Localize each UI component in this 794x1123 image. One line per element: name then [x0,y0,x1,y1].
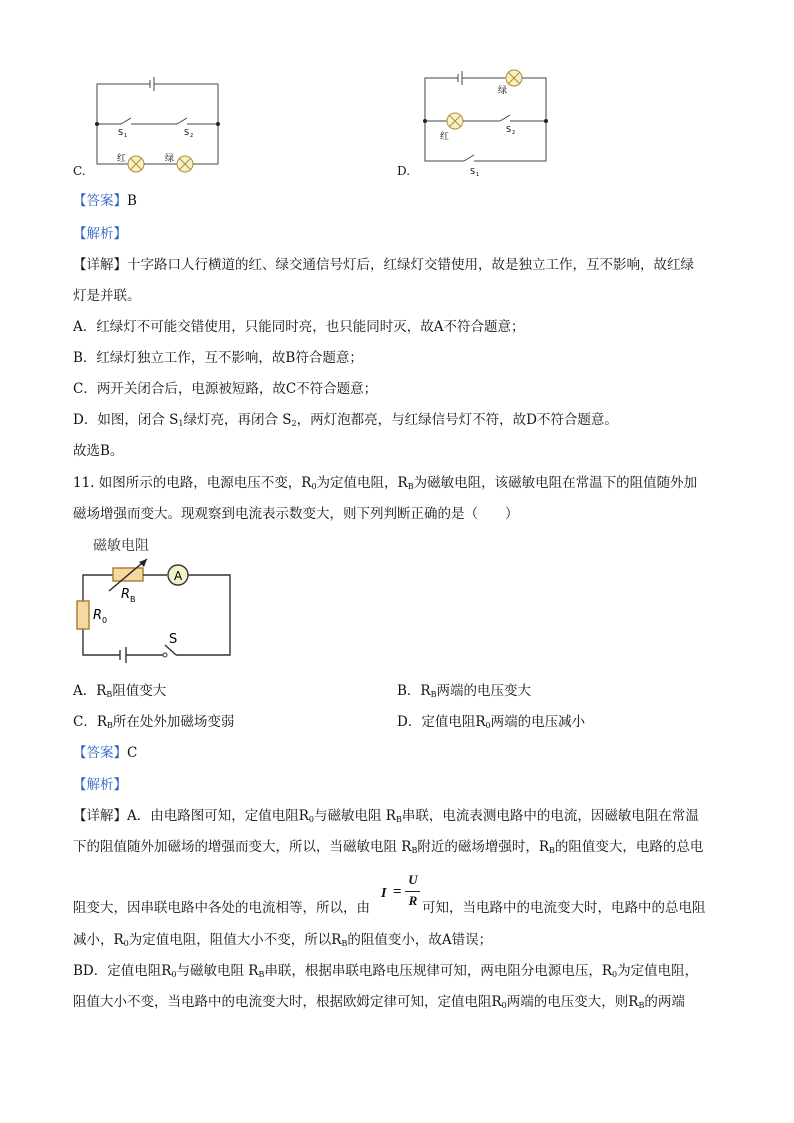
text-run: 为定值电阻， [617,963,699,979]
subscript: 0 [308,815,315,824]
text-run: 两端的电压变大，则R [506,994,639,1010]
text-run: 阻值变大 [112,683,167,699]
text-run: 为定值电阻，R [316,475,408,491]
text-run: 11. 如图所示的电路，电源电压不变，R [73,475,312,491]
resistor-label-r0: R [93,608,103,623]
text-run: 与磁敏电阻 R [314,808,396,824]
text-run: 串联，电流表测电路中的电流，因磁敏电阻在常温 [401,808,699,824]
text-run: ，两灯泡都亮，与红绿信号灯不符，故D不符合题意。 [296,412,618,428]
subscript: 0 [485,721,491,730]
option-analysis-a: A．红绿灯不可能交错使用，只能同时亮，也只能同时灭，故A不符合题意； [73,319,525,335]
subscript: B [106,690,113,699]
text-run: 为磁敏电阻，该磁敏电阻在常温下的阻值随外加 [413,475,698,491]
detail-text [73,837,703,861]
option-b [397,681,531,705]
text-run: 两端的电压减小 [490,714,586,730]
switch-label: S [169,632,178,647]
option-letter-c: C. [73,164,86,178]
subscript: 0 [123,939,129,948]
subscript: B [411,846,418,855]
subscript: B [258,970,265,979]
magnetoresistor-circuit [73,533,243,665]
subscript: 1 [178,419,184,428]
text-run: 减小，R [73,932,124,948]
subscript: B [549,846,555,855]
circuit-diagram-c [95,72,225,182]
subscript: 0 [501,1001,507,1010]
lamp-label-red: 红 [117,154,127,164]
subscript: B [395,815,402,824]
resistor-subscript: B [130,595,136,604]
option-c [73,712,234,736]
detail-text [73,961,698,985]
question-stem [73,473,697,497]
switch-label-s2: S [506,125,512,134]
lamp-label-red: 红 [440,132,450,142]
conclusion: 故选B。 [73,443,124,459]
answer-value: B [127,193,137,209]
formula-denominator: R [408,893,418,908]
resistor-label-rb: R [121,587,131,602]
answer-label: 【答案】 [73,193,127,209]
text-run: 可知，当电路中的电流变大时，电路中的总电阻 [422,900,706,916]
detail-text [73,898,706,918]
detail-text [73,992,685,1016]
resistor-subscript: 0 [102,616,108,625]
switch-subscript: 2 [190,133,194,139]
text-run: 阻变大，因串联电路中各处的电流相等，所以，由 [73,900,370,916]
text-run: 绿灯亮，再闭合 S [183,412,292,428]
text-run: 下的阻值随外加磁场的增强而变大，所以，当磁敏电阻 R [73,839,412,855]
text-run: 的阻值变小，故A错误； [347,932,493,948]
figure-title: 磁敏电阻 [93,538,149,554]
answer-label: 【答案】 [73,745,127,761]
text-run: 串联，根据串联电路电压规律可知，两电阻分电源电压，R [264,963,613,979]
fraction-bar [405,891,420,892]
analysis-label: 【解析】 [73,777,127,793]
lamp-label-green: 绿 [165,154,175,164]
answer-value: C [127,745,138,761]
formula-i: I [381,886,387,901]
switch-label-s1: S [118,128,124,137]
subscript: 0 [612,970,618,979]
lamp-label-green: 绿 [498,86,508,96]
detail-text: 灯是并联。 [73,288,141,304]
switch-subscript: 1 [124,133,128,139]
text-run: A．R [73,683,107,699]
text-run: D．定值电阻R [397,714,486,730]
switch-subscript: 1 [476,172,480,178]
text-run: 为定值电阻，阻值大小不变，所以R [128,932,342,948]
subscript: 2 [291,419,297,428]
option-letter-d: D. [397,164,411,178]
text-run: 附近的磁场增强时，R [417,839,550,855]
question-stem: 磁场增强而变大。现观察到电流表示数变大，则下列判断正确的是（ ） [73,506,519,522]
subscript: B [107,721,113,730]
option-analysis-c: C．两开关闭合后，电源被短路，故C不符合题意； [73,381,378,397]
circuit-diagram-d [420,66,550,182]
detail-text: 【详解】十字路口人行横道的红、绿交通信号灯后，红绿灯交错使用，故是独立工作，互不影响，故红绿 [73,257,694,273]
formula-numerator: U [408,872,418,887]
switch-label-s2: S [184,128,190,137]
text-run: 的阻值变大，电路的总电 [554,839,704,855]
text-run: B．R [397,683,431,699]
switch-label-s1: S [470,167,476,176]
text-run: BD．定值电阻R [73,963,172,979]
subscript: B [638,1001,645,1010]
answer-line [73,191,137,211]
text-run: C．R [73,714,107,730]
text-run: 【详解】A．由电路图可知，定值电阻R [73,808,309,824]
subscript: 0 [311,482,317,491]
subscript: B [407,482,414,491]
option-analysis-b: B．红绿灯独立工作，互不影响，故B符合题意； [73,350,363,366]
detail-text [73,806,699,830]
figure-option-d [420,66,550,182]
text-run: 所在处外加磁场变弱 [112,714,235,730]
circuit-figure-q11 [73,533,243,665]
text-run: 阻值大小不变，当电路中的电流变大时，根据欧姆定律可知，定值电阻R [73,994,502,1010]
text-run: 两端的电压变大 [436,683,531,699]
subscript: B [341,939,348,948]
text-run: D．如图，闭合 S [73,412,179,428]
switch-subscript: 2 [512,130,516,136]
option-d [397,712,585,736]
formula-equals: = [393,884,402,900]
analysis-label: 【解析】 [73,226,127,242]
text-run: 与磁敏电阻 R [176,963,259,979]
text-run: 的两端 [644,994,685,1010]
option-a [73,681,166,705]
answer-line [73,743,137,763]
subscript: B [430,690,437,699]
detail-text [73,930,492,954]
figure-option-c [95,72,225,182]
subscript: 0 [171,970,177,979]
option-analysis-d [73,410,618,434]
ammeter-label: A [174,569,183,583]
